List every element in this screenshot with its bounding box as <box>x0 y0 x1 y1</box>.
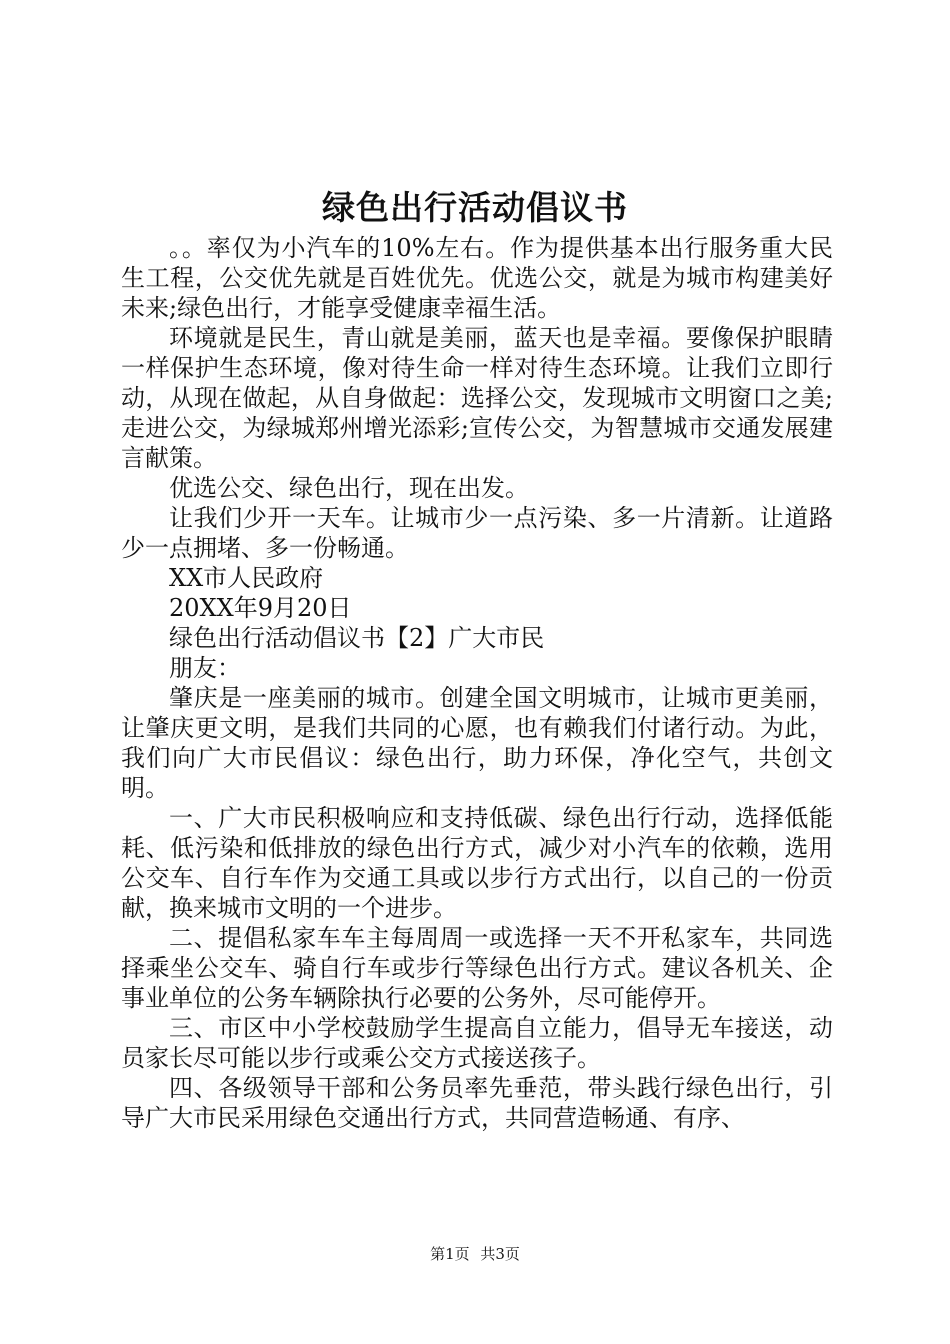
document-title: 绿色出行活动倡议书 <box>322 188 628 227</box>
paragraph: 让我们少开一天车。让城市少一点污染、多一片清新。让道路少一点拥堵、多一份畅通。 <box>121 504 833 562</box>
paragraph: 一、广大市民积极响应和支持低碳、绿色出行行动，选择低能耗、低污染和低排放的绿色出行方式，减少对小汽车的依赖，选用公交车、自行车作为交通工具或以步行方式出行，以自己的一份贡献，换来城市文明的一个进步。 <box>121 804 833 922</box>
signature-date: 20XX年9月20日 <box>169 594 352 622</box>
paragraph: 二、提倡私家车车主每周周一或选择一天不开私家车，共同选择乘坐公交车、骑自行车或步行等绿色出行方式。建议各机关、企事业单位的公务车辆除执行必要的公务外，尽可能停开。 <box>121 924 833 1012</box>
paragraph: 三、市区中小学校鼓励学生提高自立能力，倡导无车接送，动员家长尽可能以步行或乘公交方式接送孩子。 <box>121 1014 833 1072</box>
signature-organization: XX市人民政府 <box>169 564 324 592</box>
paragraph: 环境就是民生，青山就是美丽，蓝天也是幸福。要像保护眼睛一样保护生态环境，像对待生命一样对待生态环境。让我们立即行动，从现在做起，从自身做起：选择公交，发现城市文明窗口之美;走进公交，为绿城郑州增光添彩;宣传公交，为智慧城市交通发展建言献策。 <box>121 324 833 472</box>
page-number: 第1页 <box>430 1245 470 1263</box>
paragraph: 四、各级领导干部和公务员率先垂范，带头践行绿色出行，引导广大市民采用绿色交通出行方式，共同营造畅通、有序、 <box>121 1074 833 1132</box>
salutation: 朋友： <box>169 654 241 682</box>
paragraph: 绿色出行活动倡议书【2】广大市民 <box>169 624 545 652</box>
paragraph: 。。率仅为小汽车的10%左右。作为提供基本出行服务重大民生工程，公交优先就是百姓优先。优选公交，就是为城市构建美好未来;绿色出行，才能享受健康幸福生活。 <box>121 234 833 322</box>
page-footer <box>0 1244 950 1264</box>
document-body <box>121 233 833 1133</box>
page-total: 共3页 <box>480 1245 520 1263</box>
paragraph: 优选公交、绿色出行，现在出发。 <box>169 474 529 502</box>
paragraph: 肇庆是一座美丽的城市。创建全国文明城市，让城市更美丽，让肇庆更文明，是我们共同的心愿，也有赖我们付诸行动。为此，我们向广大市民倡议：绿色出行，助力环保，净化空气，共创文明。 <box>121 684 833 802</box>
